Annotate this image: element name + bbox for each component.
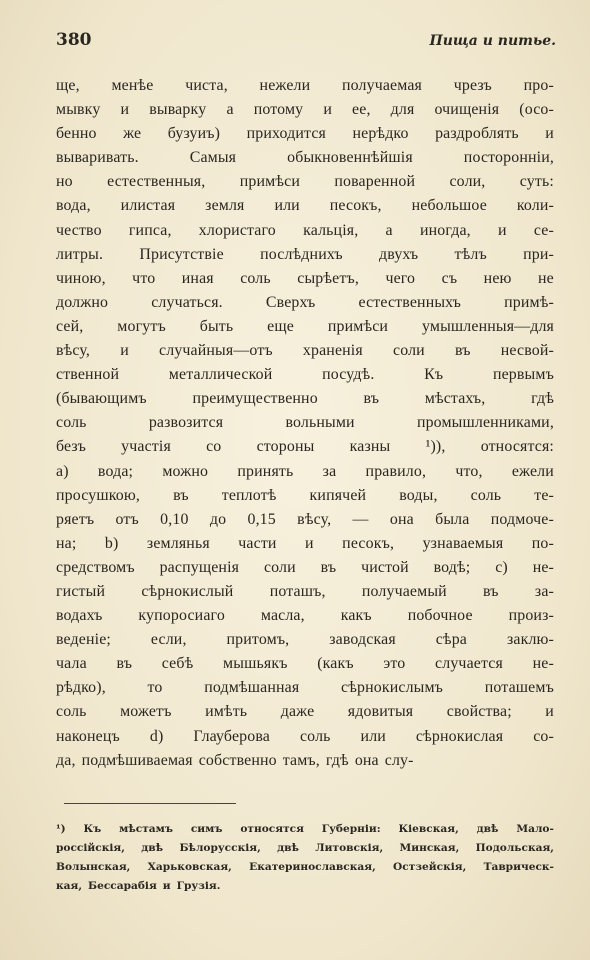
footnote-line: кая, Бессарабія и Грузія. <box>56 879 221 892</box>
text-line: да, подмѣшиваемая собственно тамъ, гдѣ она слу- <box>56 751 414 769</box>
text-line: но естественныя, примѣси поваренной соли, суть: <box>56 173 554 191</box>
page-header <box>56 30 556 54</box>
text-line: чиною, что иная соль сырѣетъ, чего съ нею не <box>56 269 554 287</box>
text-line: средствомъ распущенія соли въ чистой водѣ; с) не- <box>56 558 554 576</box>
text-line: вода, илистая земля или песокъ, небольшое коли- <box>56 197 554 215</box>
footnote-line: россійскія, двѣ Бѣлорусскія, двѣ Литовскія, Минская, Подольская, <box>56 841 554 854</box>
text-line: гистый сѣрнокислый поташъ, получаемый въ за- <box>56 582 554 600</box>
text-line: рѣдко), то подмѣшанная сѣрнокислымъ поташемъ <box>56 679 554 697</box>
text-line: должно случаться. Сверхъ естественныхъ примѣ- <box>56 293 554 311</box>
text-line: водахъ купоросиаго масла, какъ побочное произ- <box>56 607 554 625</box>
running-title: Пища и питье. <box>429 33 556 49</box>
text-line: вѣсу, и случайныя—отъ храненія соли въ несвой- <box>56 342 554 360</box>
text-line: литры. Присутствіе послѣднихъ двухъ тѣлъ при- <box>56 245 554 263</box>
text-line: чала въ себѣ мышьякъ (какъ это случается не- <box>56 655 554 673</box>
text-line: на; b) землянья части и песокъ, узнаваемыя по- <box>56 534 554 552</box>
text-line: соль развозится вольными промышленниками, <box>56 414 554 432</box>
text-line: ряетъ отъ 0,10 до 0,15 вѣсу, — она была подмоче- <box>56 510 554 528</box>
text-line: веденіе; если, притомъ, заводская сѣра заклю- <box>56 631 554 649</box>
text-line: вываривать. Самыя обыкновеннѣйшія посторонніи, <box>56 149 554 167</box>
footnote <box>56 820 554 896</box>
main-text <box>56 74 554 773</box>
text-line: ственной металлической посудѣ. Къ первымъ <box>56 366 554 384</box>
text-line: безъ участія со стороны казны ¹)), относятся: <box>56 438 554 456</box>
text-line: ще, менѣе чиста, нежели получаемая чрезъ про- <box>56 77 554 94</box>
text-line: бенно же бузуиъ) приходится нерѣдко раздроблять и <box>56 125 554 143</box>
text-line: просушкою, въ теплотѣ кипячей воды, соль те- <box>56 486 554 504</box>
footnote-line: Волынская, Харьковская, Екатеринославская, Остзейскія, Таврическ- <box>56 860 554 873</box>
text-line: соль можетъ имѣть даже ядовитыя свойства; и <box>56 703 554 721</box>
text-line: мывку и вываркy а потому и ее, для очищенія (осо- <box>56 101 554 119</box>
page-number: 380 <box>56 30 92 50</box>
text-line: а) вода; можно принять за правило, что, ежели <box>56 462 554 480</box>
text-line: сей, могутъ быть еще примѣси умышленныя—для <box>56 317 554 335</box>
text-line: чество гипса, хлористаго кальція, а иногда, и се- <box>56 221 554 239</box>
text-line: (бывающимъ преимущественно въ мѣстахъ, гдѣ <box>56 390 554 408</box>
footnote-divider <box>64 803 236 804</box>
footnote-line: ¹) Къ мѣстамъ симъ относятся Губерніи: Кіевская, двѣ Мало- <box>56 823 554 835</box>
text-line: наконецъ d) Глауберова соль или сѣрнокислая со- <box>56 727 554 745</box>
